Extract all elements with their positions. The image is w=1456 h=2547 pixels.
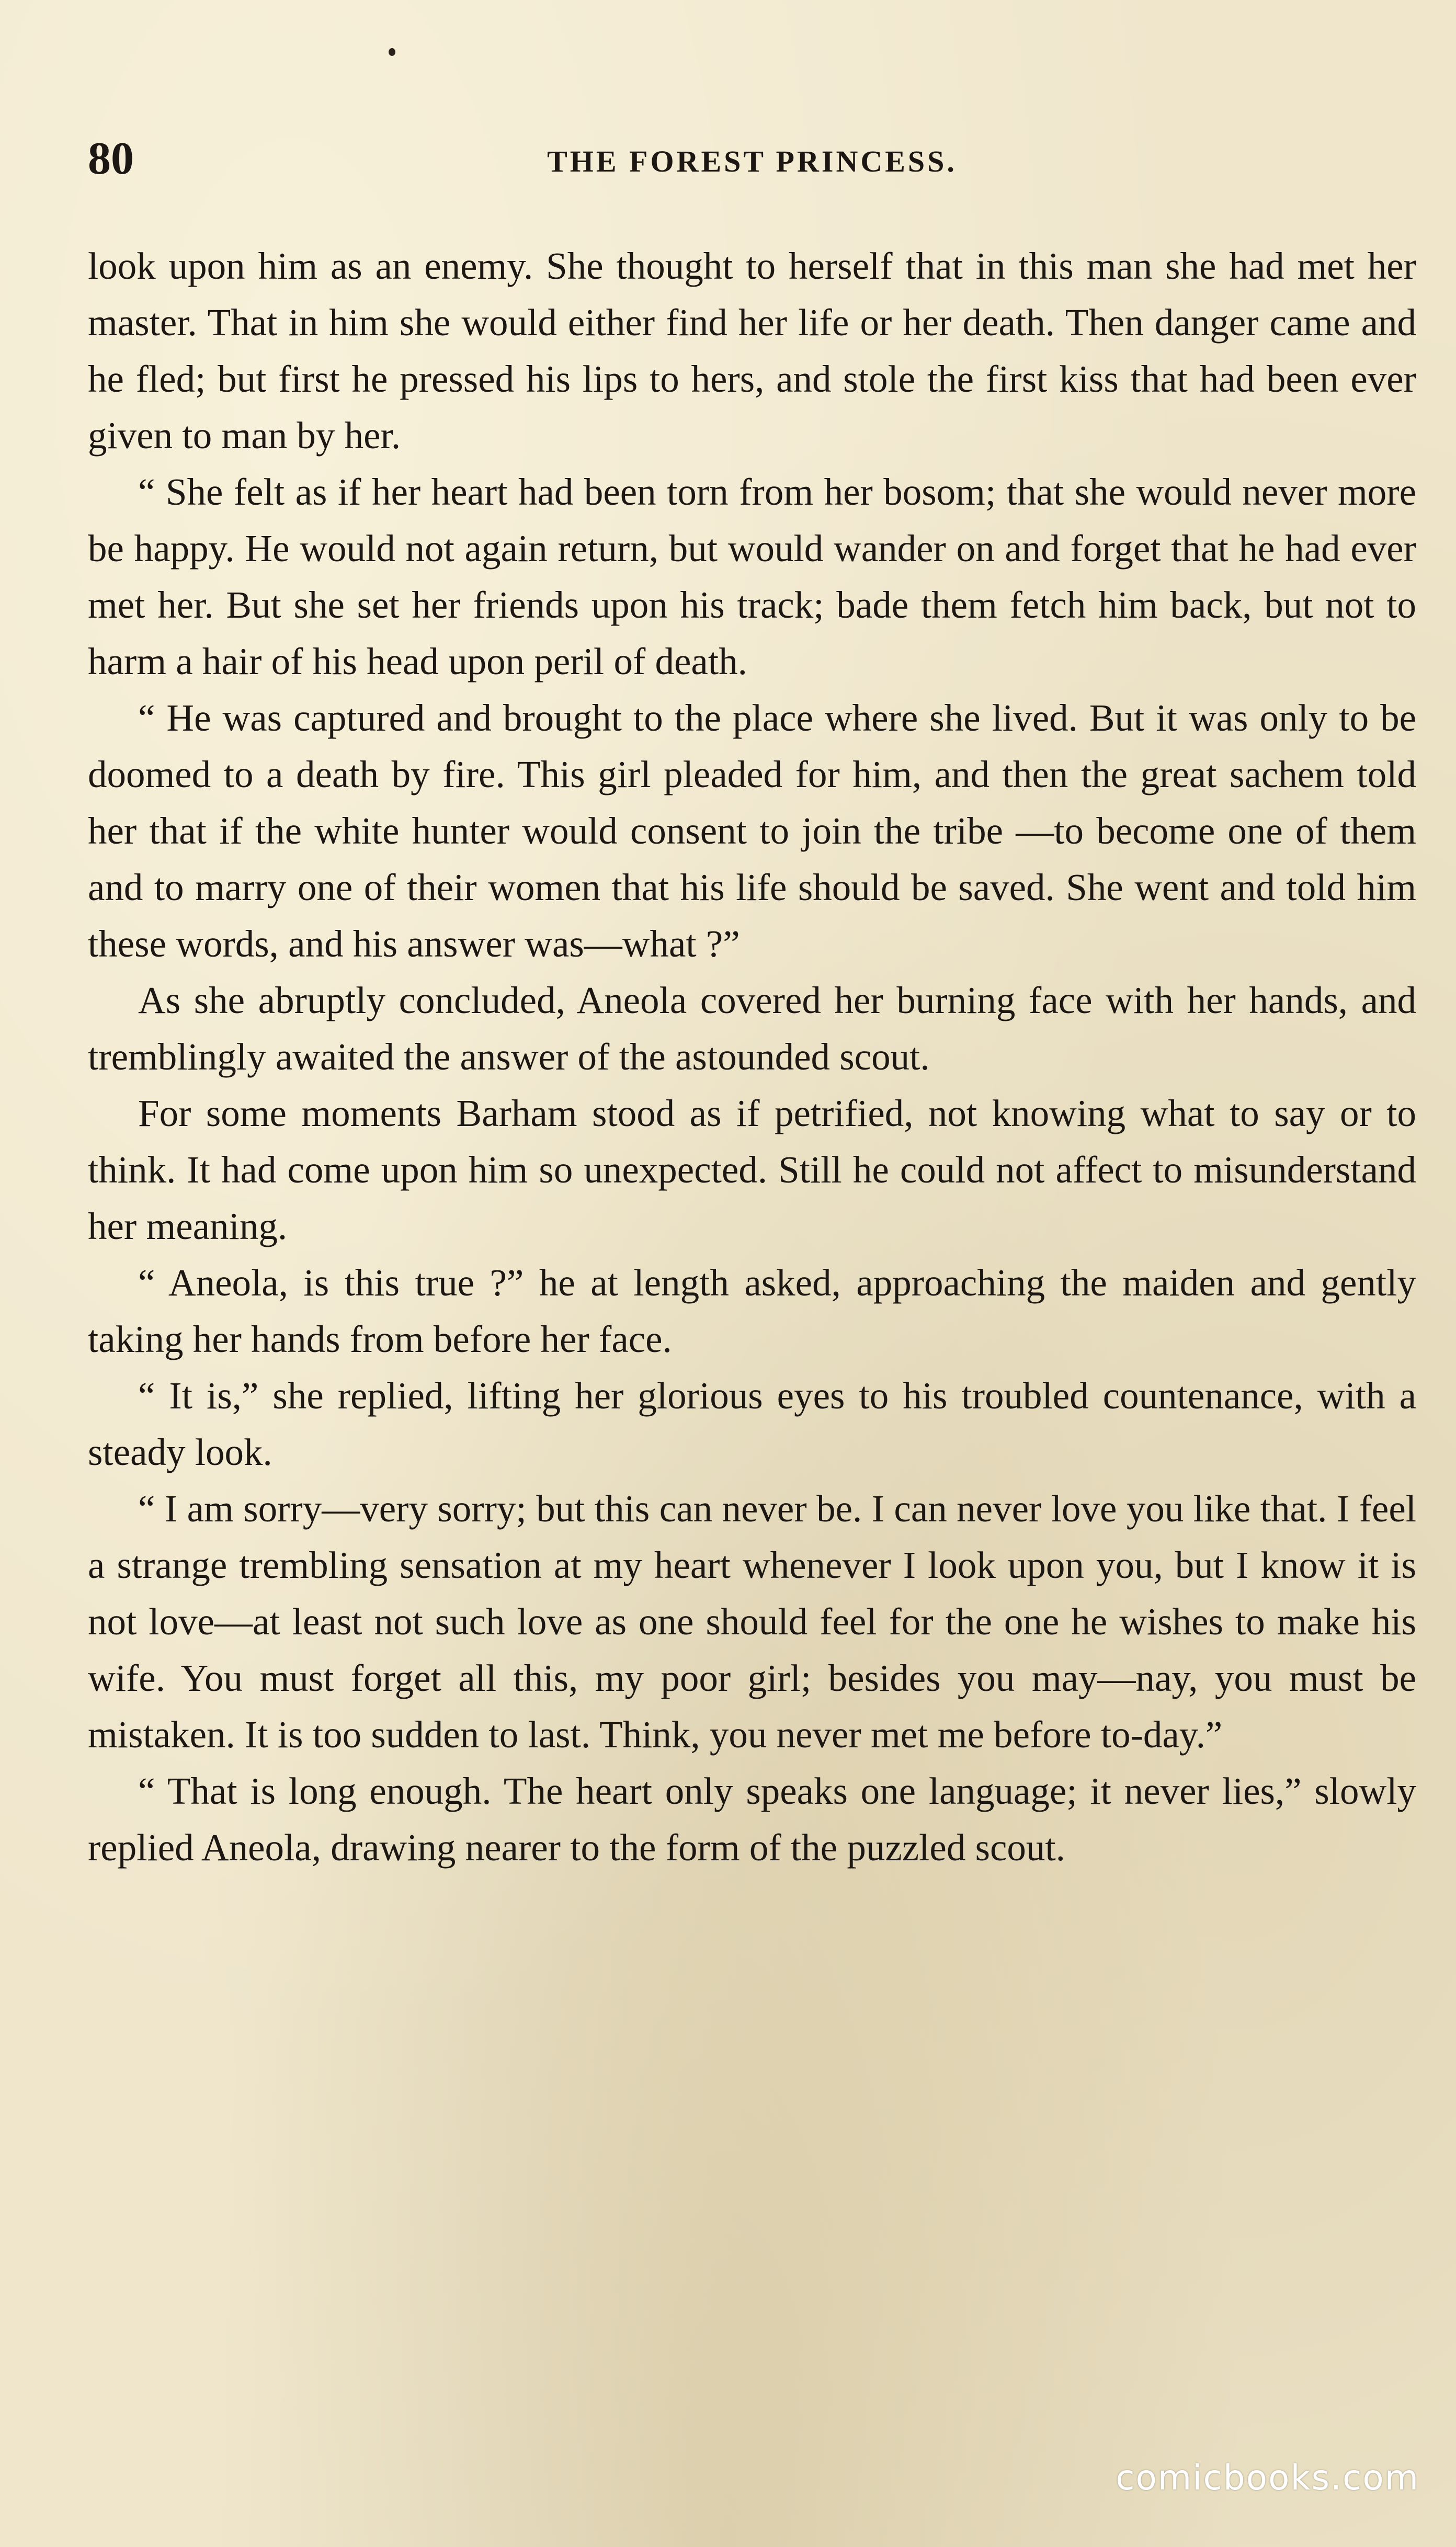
running-head: THE FOREST PRINCESS.: [547, 144, 957, 178]
body-text: [88, 238, 1416, 1876]
paragraph: “ It is,” she replied, lifting her glorious eyes to his troubled countenance, with a steady look.: [88, 1374, 1416, 1473]
ink-speck: [389, 48, 395, 56]
paragraph: “ She felt as if her heart had been torn from her bosom; that she would never more be happy. He would not again return, but would wander on and forget that he had ever met her. But she set her friends upon his track; bade them fetch him back, but not to harm a hair of his head upon peril of death.: [88, 471, 1416, 683]
paragraph: For some moments Barham stood as if petrified, not knowing what to say or to think. It had come upon him so unexpected. Still he could not affect to misunderstand her meaning.: [88, 1092, 1416, 1247]
page-number: 80: [88, 133, 134, 184]
paragraph: “ That is long enough. The heart only speaks one language; it never lies,” slowly replied Aneola, drawing nearer to the form of the puzzled scout.: [88, 1770, 1416, 1869]
page-header: [88, 121, 1416, 195]
paragraph: “ He was captured and brought to the place where she lived. But it was only to be doomed to a death by fire. This girl pleaded for him, and then the great sachem told her that if the white hunter would consent to join the tribe —to become one of them and to marry one of their women that his life should be saved. She went and told him these words, and his answer was—what ?”: [88, 697, 1416, 965]
paragraph: “ Aneola, is this true ?” he at length asked, approaching the maiden and gently taking her hands from before her face.: [88, 1261, 1416, 1360]
paragraph: “ I am sorry—very sorry; but this can never be. I can never love you like that. I feel a strange trembling sensation at my heart whenever I look upon you, but I know it is not love—at least not such love as one should feel for the one he wishes to make his wife. You must forget all this, my poor girl; besides you may—nay, you must be mistaken. It is too sudden to last. Think, you never met me before to-day.”: [88, 1487, 1416, 1756]
watermark: comicbooks.com: [1116, 2458, 1419, 2498]
paragraph: As she abruptly concluded, Aneola covered her burning face with her hands, and tremblingly awaited the answer of the astounded scout.: [88, 979, 1416, 1078]
paragraph: look upon him as an enemy. She thought to herself that in this man she had met her master. That in him she would either find her life or her death. Then danger came and he fled; but first he pressed his lips to hers, and stole the first kiss that had been ever given to man by her.: [88, 245, 1416, 457]
